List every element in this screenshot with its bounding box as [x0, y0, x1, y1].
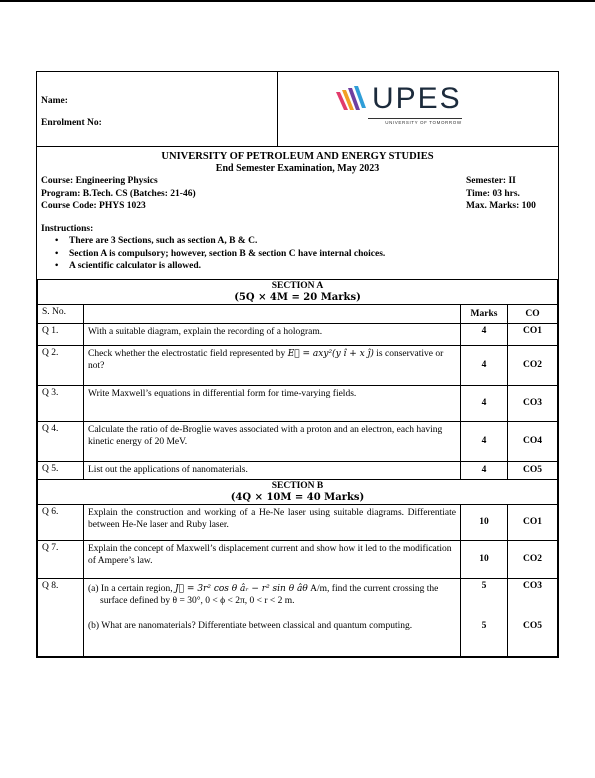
part-a-marks: 5: [481, 580, 487, 591]
instructions-title: Instructions:: [41, 223, 94, 234]
section-a-title: SECTION A: [271, 280, 324, 291]
question-co: CO1: [508, 323, 558, 345]
part-a-co: CO3: [523, 580, 542, 591]
question-co: CO2: [508, 345, 558, 385]
question-row: [38, 345, 558, 385]
question-number: Q 2.: [38, 345, 84, 385]
col-question: [84, 304, 461, 323]
section-a-marks: (5Q × 4M = 20 Marks): [234, 291, 361, 303]
question-text: Explain the construction and working of a He-Ne laser using suitable diagrams. Differentiate between He-Ne laser and Ruby laser.: [84, 504, 461, 540]
question-number: Q 7.: [38, 540, 84, 578]
question-marks: 10: [461, 540, 508, 578]
question-text: [84, 345, 461, 385]
section-b-title: SECTION B: [271, 480, 324, 491]
paper-header: [37, 72, 558, 147]
question-text: Explain the concept of Maxwell’s displacement current and show how it led to the modification of Ampere’s law.: [84, 540, 461, 578]
question-co: CO2: [508, 540, 558, 578]
instructions: [41, 223, 554, 273]
top-rule: [0, 0, 595, 2]
column-header-row: [38, 304, 558, 323]
question-number: Q 5.: [38, 461, 84, 479]
question-co: CO5: [508, 461, 558, 479]
question-text: [84, 578, 461, 656]
exam-info: [37, 147, 558, 279]
question-row: [38, 385, 558, 421]
section-b-marks: (4Q × 10M = 40 Marks): [230, 491, 365, 503]
instruction-item: • There are 3 Sections, such as section A, B & C.: [69, 235, 554, 248]
logo-area: [278, 72, 558, 146]
question-number: Q 4.: [38, 421, 84, 461]
course-code: Course Code: PHYS 1023: [41, 201, 146, 211]
part-b-co: CO5: [523, 620, 542, 631]
question-marks: 4: [461, 421, 508, 461]
instructions-list: [41, 235, 554, 273]
question-number: Q 3.: [38, 385, 84, 421]
max-marks: Max. Marks: 100: [466, 201, 536, 211]
part-b-marks: 5: [481, 620, 487, 631]
section-b-header: [38, 479, 558, 504]
upes-logo: [334, 84, 462, 125]
question-text-part: (a) In a certain region,: [88, 583, 173, 594]
time: Time: 03 hrs.: [466, 188, 520, 199]
info-row: [41, 200, 554, 213]
question-text: With a suitable diagram, explain the recording of a hologram.: [84, 323, 461, 345]
question-row: [38, 578, 558, 656]
question-text: Write Maxwell’s equations in differential form for time-varying fields.: [84, 385, 461, 421]
exam-paper: [36, 71, 559, 658]
questions-table: [37, 279, 558, 657]
logo-wordmark: UPES: [372, 82, 462, 115]
student-details: [37, 72, 278, 146]
question-number: Q 8.: [38, 578, 84, 656]
question-text-part: Check whether the electrostatic field represented by: [88, 348, 286, 359]
question-row: [38, 421, 558, 461]
question-text: Calculate the ratio of de-Broglie waves associated with a proton and an electron, each having kinetic energy of 20 MeV.: [84, 421, 461, 461]
question-row: [38, 540, 558, 578]
question-row: [38, 461, 558, 479]
info-row: [41, 175, 554, 188]
info-row: [41, 188, 554, 201]
field-equation: E⃗ = axy²(y î + x ĵ): [287, 348, 374, 359]
question-marks: 4: [461, 385, 508, 421]
question-row: [38, 504, 558, 540]
question-text-part: A/m, find the current crossing the surface defined by θ = 30°, 0 < ϕ < 2π, 0 < r < 2 m.: [100, 583, 439, 606]
question-co: CO4: [508, 421, 558, 461]
logo-tagline: UNIVERSITY OF TOMORROW: [368, 118, 462, 125]
col-sno: S. No.: [38, 304, 84, 323]
exam-title: End Semester Examination, May 2023: [215, 163, 380, 174]
question-marks: 10: [461, 504, 508, 540]
enrolment-label: Enrolment No:: [41, 118, 102, 128]
upes-logo-icon: [334, 84, 368, 116]
question-marks: [461, 578, 508, 656]
name-label: Name:: [41, 96, 68, 106]
question-co: CO1: [508, 504, 558, 540]
current-density-equation: J⃗ = 3r² cos θ âᵣ − r² sin θ âθ: [175, 583, 308, 594]
question-row: [38, 323, 558, 345]
question-text: List out the applications of nanomaterials.: [84, 461, 461, 479]
question-part-a: [88, 583, 456, 608]
question-number: Q 1.: [38, 323, 84, 345]
question-marks: 4: [461, 461, 508, 479]
university-name: UNIVERSITY OF PETROLEUM AND ENERGY STUDIES: [161, 151, 434, 162]
col-co: CO: [508, 304, 558, 323]
question-marks: 4: [461, 345, 508, 385]
question-marks: 4: [461, 323, 508, 345]
program: Program: B.Tech. CS (Batches: 21-46): [41, 188, 196, 199]
semester: Semester: II: [466, 176, 516, 186]
col-marks: Marks: [461, 304, 508, 323]
section-a-header: [38, 279, 558, 304]
question-co: [508, 578, 558, 656]
question-text-part: is conservative or not?: [88, 348, 444, 371]
question-co: CO3: [508, 385, 558, 421]
question-number: Q 6.: [38, 504, 84, 540]
question-part-b: (b) What are nanomaterials? Differentiate between classical and quantum computing.: [88, 620, 413, 631]
course: Course: Engineering Physics: [41, 176, 158, 186]
instruction-item: • Section A is compulsory; however, section B & section C have internal choices.: [69, 248, 554, 261]
instruction-item: • A scientific calculator is allowed.: [69, 260, 554, 273]
